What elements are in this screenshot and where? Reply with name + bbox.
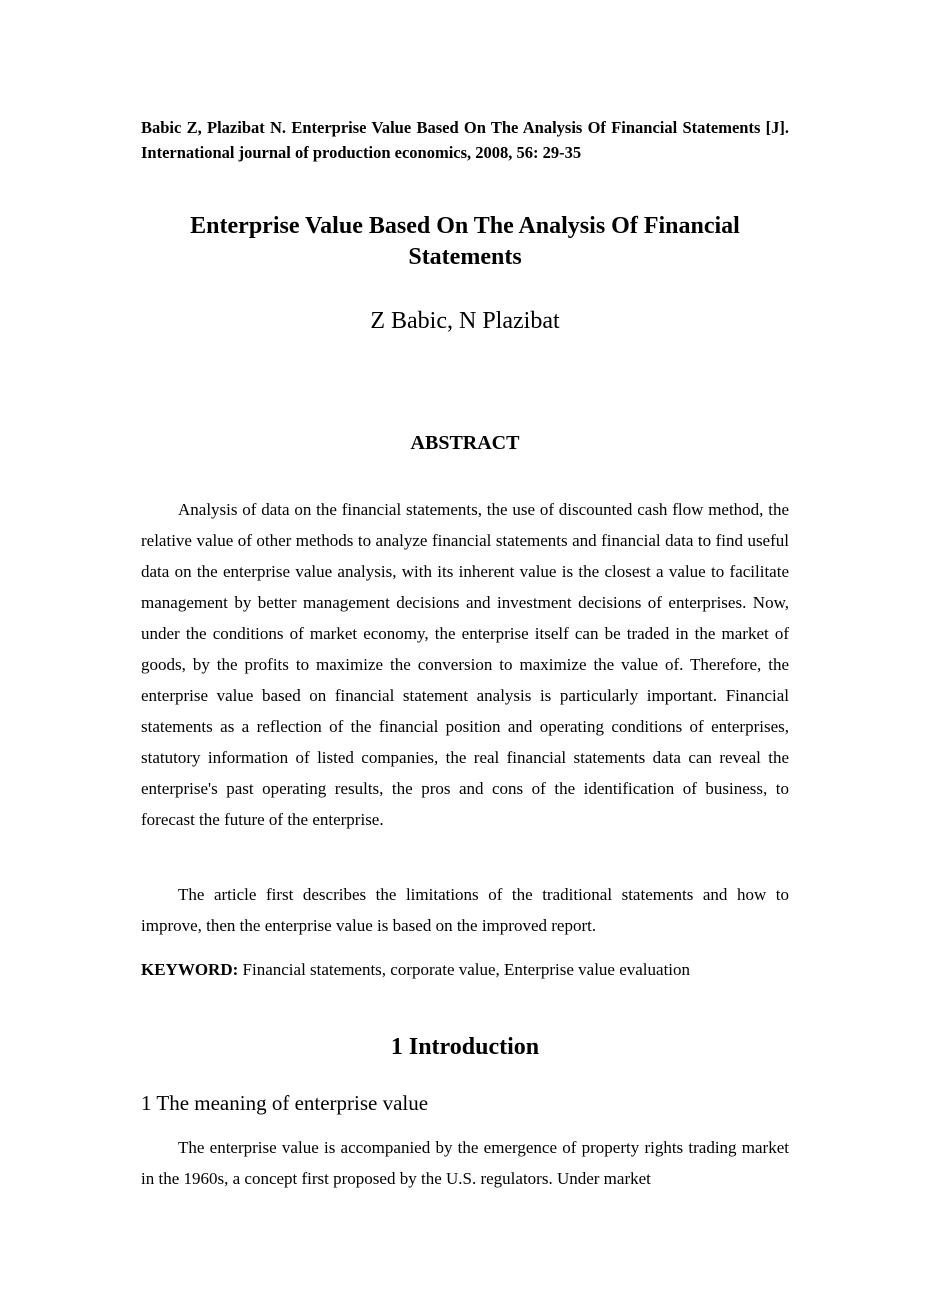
authors: Z Babic, N Plazibat bbox=[370, 308, 560, 334]
subsection-heading: 1 The meaning of enterprise value bbox=[141, 1091, 429, 1115]
citation: Babic Z, Plazibat N. Enterprise Value Based On The Analysis Of Financial Statements [J]. International journal of production economics, 2008, 56: 29-35 bbox=[141, 118, 789, 162]
abstract-heading: ABSTRACT bbox=[410, 432, 520, 454]
paper-title-line-1: Enterprise Value Based On The Analysis Of Financial bbox=[190, 213, 740, 239]
paper-title-line-2: Statements bbox=[408, 244, 522, 270]
keywords bbox=[141, 954, 789, 985]
paper-title bbox=[141, 211, 789, 273]
keywords-label: KEYWORD: bbox=[141, 960, 239, 979]
abstract-paragraph-1: Analysis of data on the financial statements, the use of discounted cash flow method, the relative value of other methods to analyze financial statements and financial data to find useful data on the enterprise value analysis, with its inherent value is the closest a value to facilitate management by better management decisions and investment decisions of enterprises. Now, under the conditions of market economy, the enterprise itself can be traded in the market of goods, by the profits to maximize the conversion to maximize the value of. Therefore, the enterprise value based on financial statement analysis is particularly important. Financial statements as a reflection of the financial position and operating conditions of enterprises, statutory information of listed companies, the real financial statements data can reveal the enterprise's past operating results, the pros and cons of the identification of business, to forecast the future of the enterprise. bbox=[141, 500, 789, 829]
section-heading-introduction: 1 Introduction bbox=[390, 1034, 540, 1060]
keywords-text: Financial statements, corporate value, Enterprise value evaluation bbox=[238, 960, 691, 979]
introduction-paragraph-1: The enterprise value is accompanied by the emergence of property rights trading market in the 1960s, a concept first proposed by the U.S. regulators. Under market bbox=[141, 1138, 789, 1188]
abstract-paragraph-2: The article first describes the limitations of the traditional statements and how to improve, then the enterprise value is based on the improved report. bbox=[141, 885, 789, 935]
